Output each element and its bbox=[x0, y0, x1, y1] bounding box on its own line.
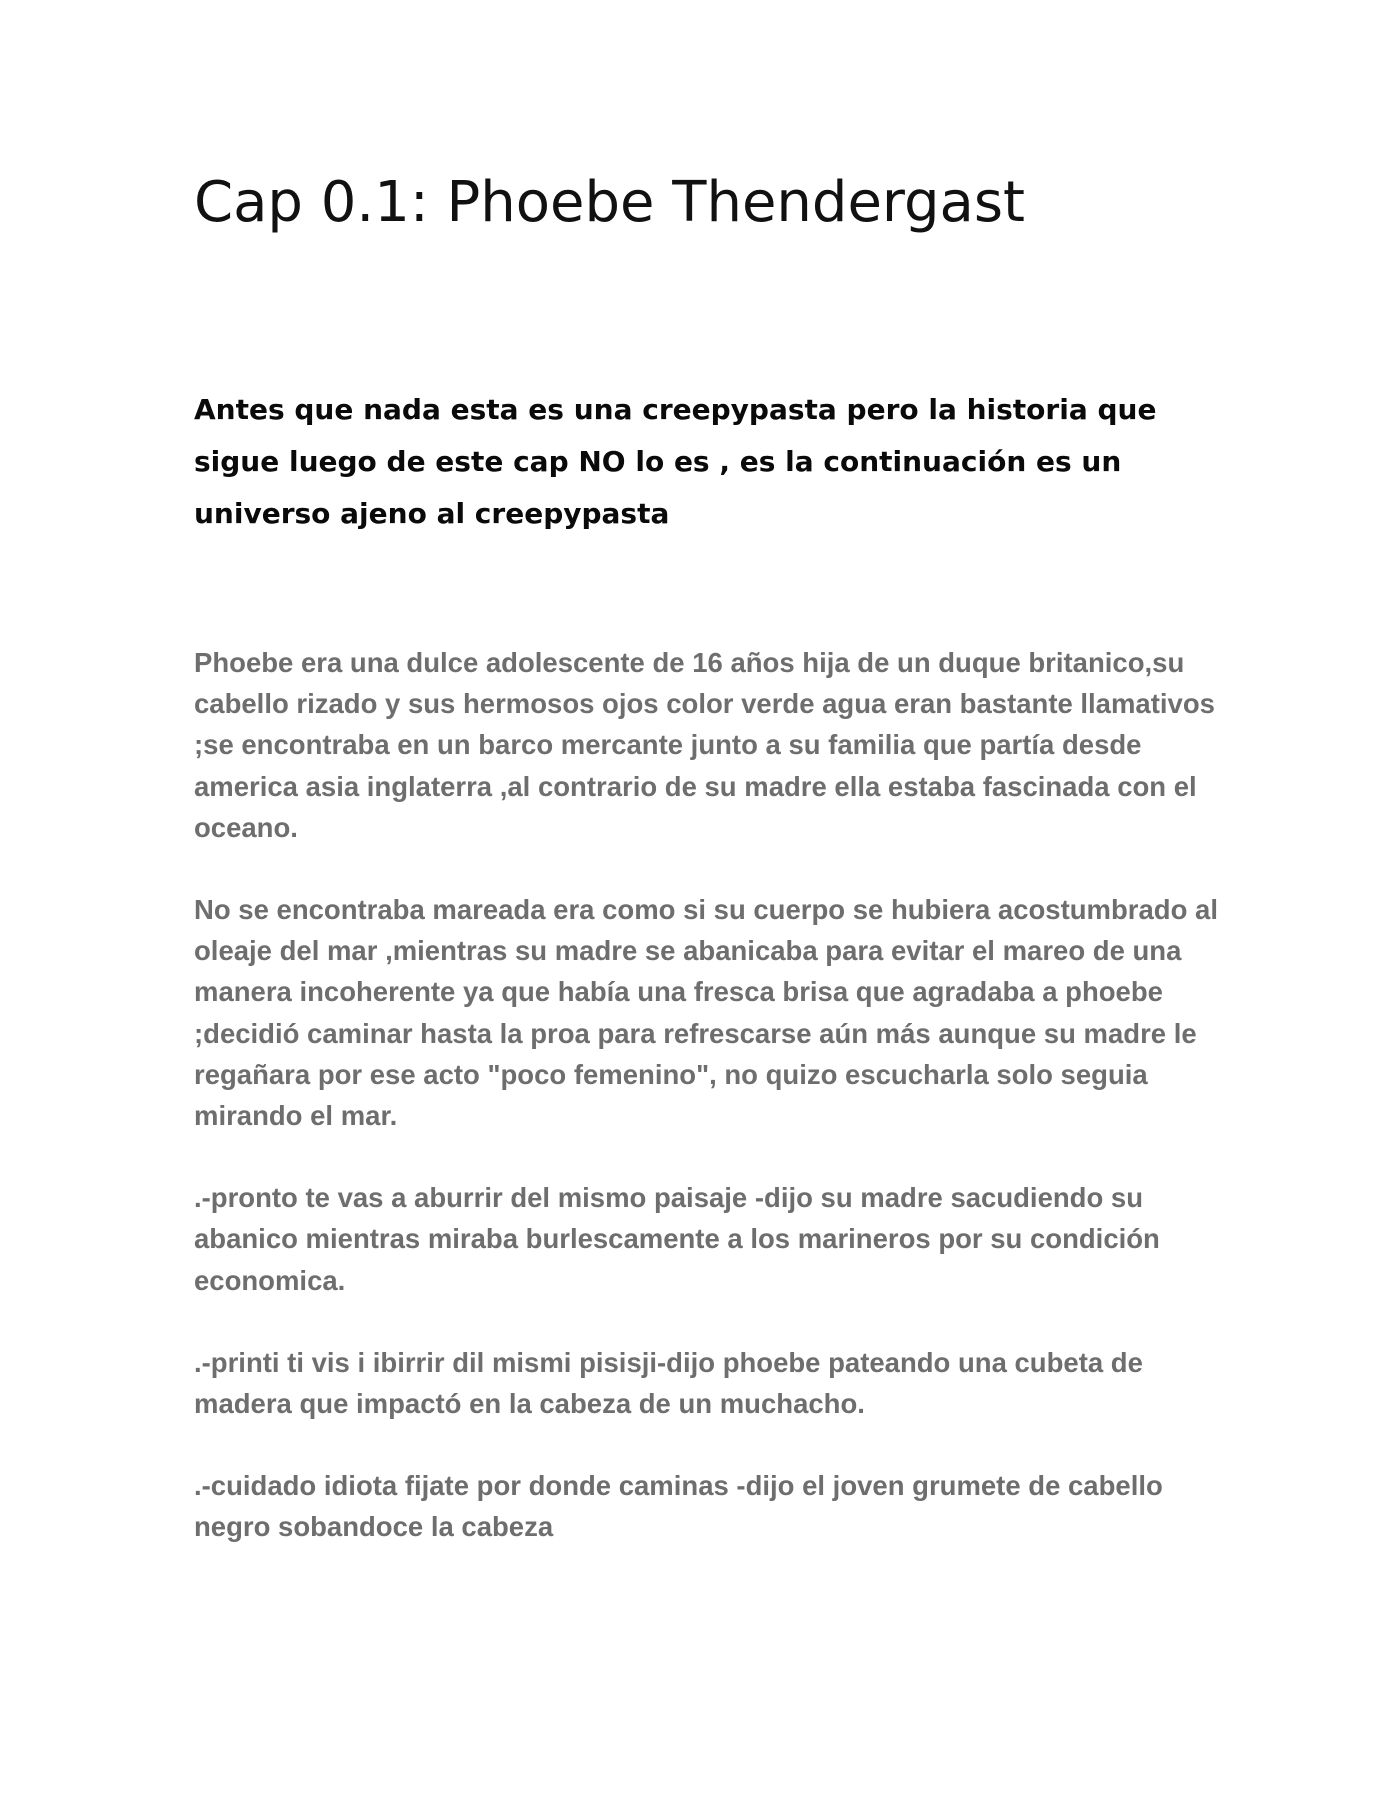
story-paragraph: .-pronto te vas a aburrir del mismo paisaje -dijo su madre sacudiendo su abanico mientras miraba burlescamente a los marineros por su condición economica. bbox=[194, 1182, 1160, 1296]
chapter-title: Cap 0.1: Phoebe Thendergast bbox=[194, 170, 1025, 235]
story-paragraph: .-cuidado idiota fijate por donde caminas -dijo el joven grumete de cabello negro sobandoce la cabeza bbox=[194, 1470, 1163, 1543]
intro-note: Antes que nada esta es una creepypasta pero la historia que sigue luego de este cap NO lo es , es la continuación es un universo ajeno al creepypasta bbox=[194, 393, 1157, 530]
story-paragraph: .-printi ti vis i ibirrir dil mismi pisisji-dijo phoebe pateando una cubeta de madera que impactó en la cabeza de un muchacho. bbox=[194, 1346, 1143, 1420]
story-paragraph: Phoebe era una dulce adolescente de 16 años hija de un duque britanico,su cabello rizado y sus hermosos ojos color verde agua eran bastante llamativos ;se encontraba en un barco mercante junto a su familia que partía desde america asia inglaterra ,al contrario de su madre ella estaba fascinada con el oceano. bbox=[194, 647, 1215, 843]
story-body bbox=[194, 642, 1234, 1589]
story-paragraph: No se encontraba mareada era como si su cuerpo se hubiera acostumbrado al oleaje del mar ,mientras su madre se abanicaba para evitar el mareo de una manera incoherente ya que había una fresca brisa que agradaba a phoebe ;decidió caminar hasta la proa para refrescarse aún más aunque su madre le regañara por ese acto "poco femenino", no quizo escucharla solo seguia mirando el mar. bbox=[194, 894, 1218, 1132]
